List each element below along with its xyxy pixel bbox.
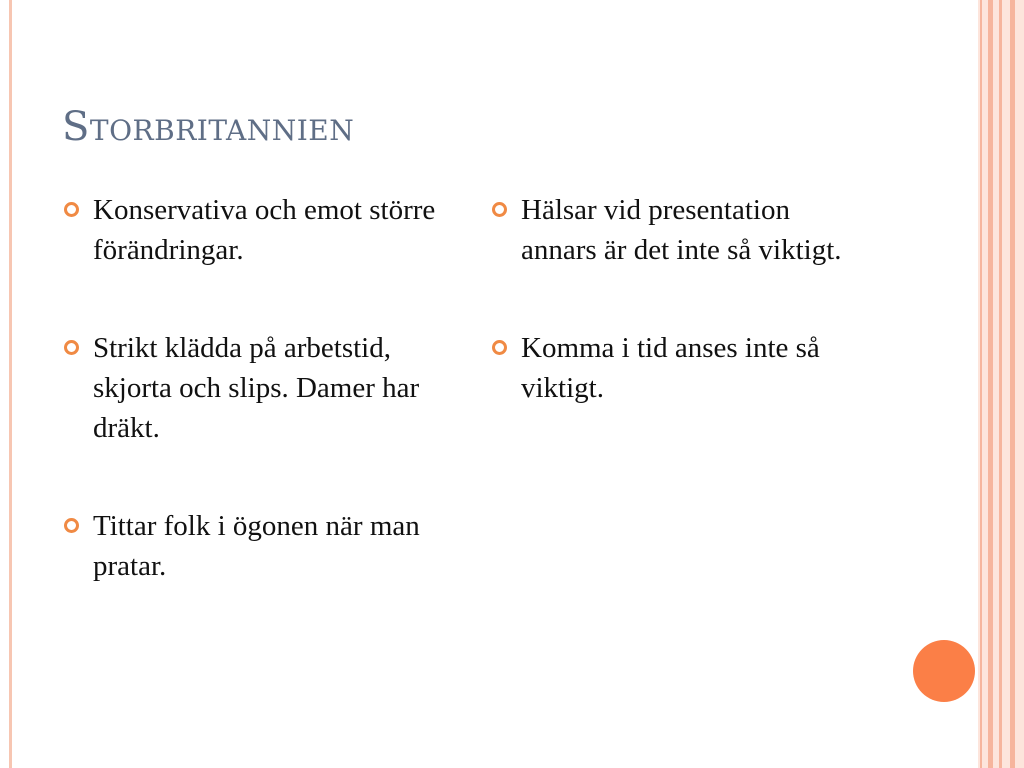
right-frame-stripe: [988, 0, 993, 768]
ring-bullet-icon: [64, 202, 79, 217]
ring-bullet-icon: [64, 340, 79, 355]
ring-bullet-icon: [492, 202, 507, 217]
right-column: [490, 190, 870, 408]
right-frame-band: [978, 0, 1024, 768]
right-frame-stripe: [980, 0, 982, 768]
ring-bullet-icon: [64, 518, 79, 533]
left-frame-line: [9, 0, 12, 768]
right-frame-stripe: [999, 0, 1002, 768]
list-item-text: Komma i tid anses inte så viktigt.: [521, 332, 820, 404]
list-item-text: Strikt klädda på arbetstid, skjorta och slips. Damer har dräkt.: [93, 332, 420, 444]
list-item: [490, 328, 870, 408]
list-item: [62, 328, 442, 448]
right-frame-stripe: [1010, 0, 1015, 768]
list-item: [490, 190, 870, 270]
slide-title: Storbritannien: [62, 104, 355, 150]
list-item-text: Konservativa och emot större förändringar.: [93, 194, 436, 266]
ring-bullet-icon: [492, 340, 507, 355]
list-item: [62, 506, 442, 586]
left-column: [62, 190, 442, 586]
list-item-text: Tittar folk i ögonen när man pratar.: [93, 510, 420, 582]
list-item: [62, 190, 442, 270]
circle-decoration-icon: [913, 640, 975, 702]
list-item-text: Hälsar vid presentation annars är det inte så viktigt.: [521, 194, 842, 266]
